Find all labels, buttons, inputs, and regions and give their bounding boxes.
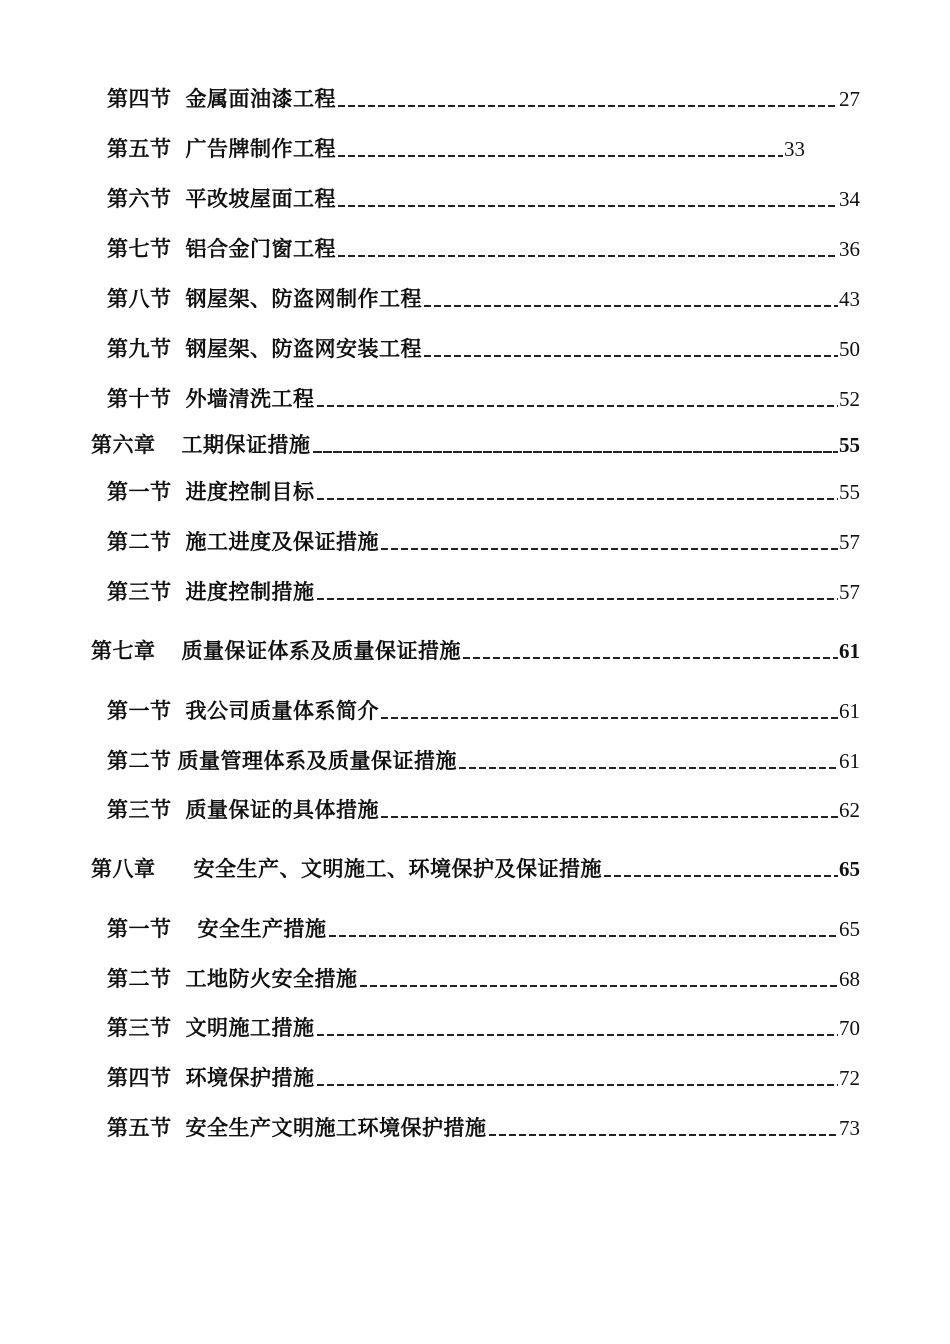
entry-page-number: 61 [839,749,860,773]
toc-entry-chapter-6[interactable] [91,430,860,460]
entry-page-number: 61 [839,639,860,663]
dot-leader [338,105,838,107]
entry-page-number: 72 [839,1066,860,1090]
entry-label: 第八节 [107,287,172,311]
toc-entry-ch8-section-5[interactable] [107,1113,860,1143]
dot-leader [424,355,838,357]
toc-entry-ch8-section-1[interactable] [107,914,860,944]
toc-entry-ch7-section-1[interactable] [107,696,860,726]
entry-title: 铝合金门窗工程 [185,237,336,261]
entry-title: 安全生产文明施工环境保护措施 [185,1116,487,1140]
entry-label: 第二节 [107,530,172,554]
dot-leader [338,255,838,257]
entry-label: 第三节 [107,798,172,822]
toc-entry-section-10-wall-cleaning[interactable] [107,384,860,414]
entry-label: 第四节 [107,87,172,111]
toc-entry-ch7-section-2[interactable] [107,746,860,776]
entry-page-number: 43 [839,287,860,311]
entry-title: 工地防火安全措施 [185,967,358,991]
entry-label: 第三节 [107,580,172,604]
entry-page-number: 61 [839,699,860,723]
entry-page-number: 33 [784,137,805,161]
toc-entry-section-7-aluminum-windows[interactable] [107,234,860,264]
toc-entry-section-4-metal-paint[interactable] [107,84,860,114]
dot-leader [317,498,839,500]
entry-title: 金属面油漆工程 [185,87,336,111]
entry-page-number: 34 [839,187,860,211]
dot-leader [360,985,839,987]
toc-entry-ch6-section-2[interactable] [107,527,860,557]
dot-leader [381,816,838,818]
toc-entry-section-6-roof[interactable] [107,184,860,214]
toc-entry-chapter-8[interactable] [91,854,860,884]
entry-label: 第一节 [107,917,172,941]
entry-page-number: 55 [839,480,860,504]
entry-page-number: 57 [839,530,860,554]
entry-title: 平改坡屋面工程 [185,187,336,211]
dot-leader [317,598,839,600]
entry-page-number: 62 [839,798,860,822]
entry-title: 工期保证措施 [181,433,311,457]
entry-page-number: 50 [839,337,860,361]
entry-title: 广告牌制作工程 [185,137,336,161]
toc-entry-section-5-billboard[interactable] [107,134,805,164]
toc-entry-ch8-section-2[interactable] [107,964,860,994]
entry-title: 钢屋架、防盗网安装工程 [185,337,422,361]
entry-page-number: 73 [839,1116,860,1140]
dot-leader [329,935,839,937]
entry-title: 我公司质量体系简介 [185,699,379,723]
entry-title: 质量保证的具体措施 [185,798,379,822]
entry-page-number: 57 [839,580,860,604]
dot-leader [338,205,838,207]
entry-label: 第二节 [107,967,172,991]
entry-page-number: 70 [839,1016,860,1040]
entry-label: 第五节 [107,137,172,161]
toc-entry-ch6-section-3[interactable] [107,577,860,607]
entry-label: 第十节 [107,387,172,411]
entry-label: 第六节 [107,187,172,211]
entry-title: 进度控制措施 [185,580,315,604]
dot-leader [604,875,838,877]
dot-leader [459,767,838,769]
entry-label: 第五节 [107,1116,172,1140]
toc-entry-section-9-steel-install[interactable] [107,334,860,364]
entry-title: 文明施工措施 [185,1016,315,1040]
entry-title: 施工进度及保证措施 [185,530,379,554]
entry-page-number: 65 [839,857,860,881]
entry-label: 第六章 [91,433,156,457]
entry-page-number: 36 [839,237,860,261]
dot-leader [313,451,839,453]
entry-label: 第八章 [91,857,156,881]
dot-leader [489,1134,839,1136]
entry-page-number: 52 [839,387,860,411]
dot-leader [381,717,838,719]
dot-leader [424,305,838,307]
entry-label: 第二节 [107,749,172,773]
entry-label: 第七章 [91,639,156,663]
entry-label: 第七节 [107,237,172,261]
entry-page-number: 55 [839,433,860,457]
dot-leader [338,155,783,157]
entry-label: 第一节 [107,480,172,504]
entry-title: 安全生产、文明施工、环境保护及保证措施 [193,857,602,881]
entry-title: 外墙清洗工程 [185,387,315,411]
entry-label: 第九节 [107,337,172,361]
entry-label: 第三节 [107,1016,172,1040]
dot-leader [317,1084,839,1086]
entry-page-number: 68 [839,967,860,991]
dot-leader [317,1034,839,1036]
entry-label: 第一节 [107,699,172,723]
toc-entry-ch6-section-1[interactable] [107,477,860,507]
toc-entry-ch8-section-3[interactable] [107,1013,860,1043]
entry-title: 安全生产措施 [197,917,327,941]
dot-leader [381,548,838,550]
entry-title: 质量管理体系及质量保证措施 [177,749,457,773]
entry-title: 质量保证体系及质量保证措施 [181,639,461,663]
toc-entry-ch8-section-4[interactable] [107,1063,860,1093]
entry-page-number: 65 [839,917,860,941]
entry-title: 钢屋架、防盗网制作工程 [185,287,422,311]
entry-title: 环境保护措施 [185,1066,315,1090]
dot-leader [463,657,838,659]
entry-label: 第四节 [107,1066,172,1090]
toc-entry-chapter-7[interactable] [91,636,860,666]
entry-page-number: 27 [839,87,860,111]
toc-entry-section-8-steel-fabrication[interactable] [107,284,860,314]
toc-entry-ch7-section-3[interactable] [107,795,860,825]
dot-leader [317,405,839,407]
entry-title: 进度控制目标 [185,480,315,504]
